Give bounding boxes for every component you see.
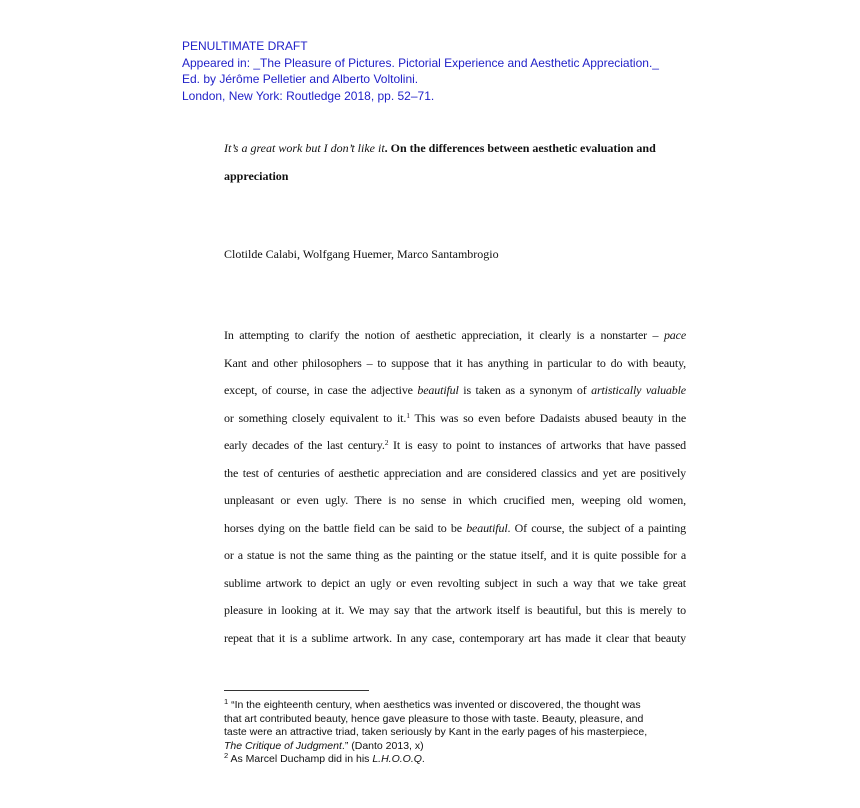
footnote-1-cont: The Critique of Judgment.” (Danto 2013, x) — [224, 739, 424, 752]
body-line: pleasure in looking at it. We may say that the artwork itself is beautiful, but this is merely to — [224, 603, 686, 617]
title-bold: . On the differences between aesthetic evaluation and — [384, 141, 656, 155]
body-line: Kant and other philosophers – to suppose that it has anything in particular to do with beauty, — [224, 355, 686, 370]
body-line: or a statue is not the same thing as the painting or the statue itself, and it is quite possible for a — [224, 548, 686, 562]
footnote-ref-2[interactable]: 2 — [384, 438, 389, 447]
footnotes — [224, 699, 684, 767]
footnote-1-cont: that art contributed beauty, hence gave pleasure to those with taste. Beauty, pleasure, and — [224, 712, 644, 725]
footnote-1: $^1$ “In the eighteenth century, when aesthetics was invented or discovered, the thought was — [224, 697, 641, 711]
footnote-1-cont: taste were an attractive triad, taken seriously by Kant in the early pages of his masterpiece, — [224, 726, 648, 738]
paper-title — [224, 134, 694, 190]
body-line: repeat that it is a sublime artwork. In any case, contemporary art has made it clear that beauty — [224, 630, 686, 645]
body-paragraph — [224, 322, 686, 652]
body-line: horses dying on the battle field can be said to be beautiful. Of course, the subject of a painting — [224, 520, 686, 535]
draft-label: PENULTIMATE DRAFT — [182, 39, 308, 53]
body-line: In attempting to clarify the notion of aesthetic appreciation, it clearly is a nonstarter – pace — [224, 328, 686, 342]
body-line: the test of centuries of aesthetic appreciation and are considered classics and yet are positively — [224, 465, 686, 480]
body-line: except, of course, in case the adjective beautiful is taken as a synonym of artistically valuable — [224, 383, 686, 397]
body-line: early decades of the last century.$^2$ It is easy to point to instances of artworks that have passed — [224, 438, 686, 452]
footnote-ref-1[interactable]: 1 — [406, 410, 410, 420]
body-line: or something closely equivalent to it.$^1$ This was so even before Dadaists abused beauty in the — [224, 410, 686, 425]
body-line: unpleasant or even ugly. There is no sense in which crucified men, weeping old women, — [224, 493, 686, 507]
body-line: sublime artwork to depict an ugly or even revolting subject in such a way that we take great — [224, 575, 686, 590]
publisher-line: London, New York: Routledge 2018, pp. 52–71. — [182, 88, 435, 103]
author-list: Clotilde Calabi, Wolfgang Huemer, Marco Santambrogio — [224, 247, 499, 261]
title-italic: It’s a great work but I don’t like it — [224, 141, 385, 155]
editors-line: Ed. by Jérôme Pelletier and Alberto Voltolini. — [182, 72, 419, 86]
title-line2: appreciation — [224, 169, 289, 183]
appeared-in-line: Appeared in: _The Pleasure of Pictures. Pictorial Experience and Aesthetic Appreciation._ — [182, 55, 659, 70]
footnote-2: $^2$ As Marcel Duchamp did in his L.H.O.O.Q. — [224, 751, 425, 765]
citation-header — [182, 38, 659, 104]
footnote-divider — [224, 690, 369, 691]
